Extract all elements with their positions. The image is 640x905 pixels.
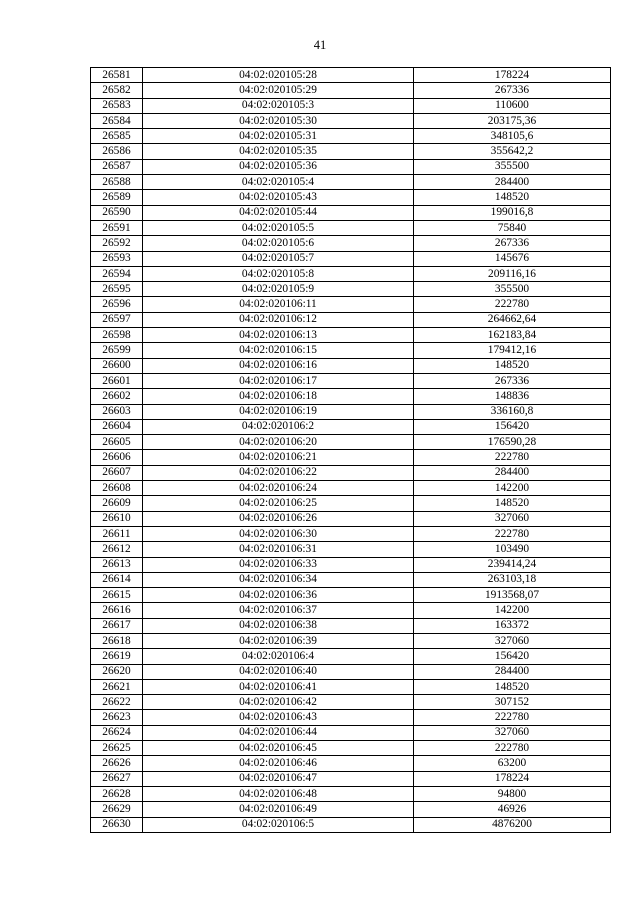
table-row [91, 251, 611, 266]
row-number-cell: 26615 [91, 588, 143, 603]
row-number-cell: 26624 [91, 725, 143, 740]
row-number-cell: 26604 [91, 419, 143, 434]
table-body [91, 68, 611, 833]
row-number-cell: 26588 [91, 175, 143, 190]
table-row [91, 435, 611, 450]
value-cell: 156420 [414, 649, 611, 664]
table-row [91, 710, 611, 725]
cadastral-number-cell: 04:02:020106:30 [143, 526, 414, 541]
table-row [91, 159, 611, 174]
cadastral-number-cell: 04:02:020106:5 [143, 817, 414, 832]
row-number-cell: 26591 [91, 220, 143, 235]
value-cell: 75840 [414, 220, 611, 235]
value-cell: 63200 [414, 756, 611, 771]
value-cell: 94800 [414, 786, 611, 801]
row-number-cell: 26602 [91, 389, 143, 404]
value-cell: 239414,24 [414, 557, 611, 572]
value-cell: 327060 [414, 511, 611, 526]
table-row [91, 633, 611, 648]
cadastral-number-cell: 04:02:020106:13 [143, 328, 414, 343]
cadastral-number-cell: 04:02:020105:30 [143, 113, 414, 128]
value-cell: 267336 [414, 83, 611, 98]
table-row [91, 786, 611, 801]
cadastral-number-cell: 04:02:020106:21 [143, 450, 414, 465]
value-cell: 222780 [414, 450, 611, 465]
cadastral-number-cell: 04:02:020106:46 [143, 756, 414, 771]
row-number-cell: 26620 [91, 664, 143, 679]
table-row [91, 511, 611, 526]
row-number-cell: 26592 [91, 236, 143, 251]
row-number-cell: 26618 [91, 633, 143, 648]
cadastral-number-cell: 04:02:020106:4 [143, 649, 414, 664]
row-number-cell: 26628 [91, 786, 143, 801]
cadastral-number-cell: 04:02:020106:37 [143, 603, 414, 618]
row-number-cell: 26625 [91, 741, 143, 756]
table-row [91, 373, 611, 388]
cadastral-number-cell: 04:02:020106:34 [143, 572, 414, 587]
table-row [91, 266, 611, 281]
row-number-cell: 26583 [91, 98, 143, 113]
table-row [91, 83, 611, 98]
table-row [91, 68, 611, 83]
row-number-cell: 26590 [91, 205, 143, 220]
row-number-cell: 26586 [91, 144, 143, 159]
cadastral-number-cell: 04:02:020106:39 [143, 633, 414, 648]
value-cell: 148520 [414, 679, 611, 694]
row-number-cell: 26630 [91, 817, 143, 832]
value-cell: 148836 [414, 389, 611, 404]
value-cell: 176590,28 [414, 435, 611, 450]
cadastral-number-cell: 04:02:020106:19 [143, 404, 414, 419]
cadastral-number-cell: 04:02:020106:18 [143, 389, 414, 404]
cadastral-number-cell: 04:02:020105:43 [143, 190, 414, 205]
cadastral-number-cell: 04:02:020106:42 [143, 695, 414, 710]
cadastral-number-cell: 04:02:020106:15 [143, 343, 414, 358]
value-cell: 355500 [414, 282, 611, 297]
row-number-cell: 26607 [91, 465, 143, 480]
row-number-cell: 26596 [91, 297, 143, 312]
row-number-cell: 26585 [91, 129, 143, 144]
row-number-cell: 26581 [91, 68, 143, 83]
row-number-cell: 26603 [91, 404, 143, 419]
table-row [91, 343, 611, 358]
value-cell: 222780 [414, 741, 611, 756]
cadastral-number-cell: 04:02:020106:47 [143, 771, 414, 786]
cadastral-number-cell: 04:02:020105:31 [143, 129, 414, 144]
cadastral-number-cell: 04:02:020106:31 [143, 542, 414, 557]
row-number-cell: 26611 [91, 526, 143, 541]
table-row [91, 542, 611, 557]
table-row [91, 465, 611, 480]
value-cell: 142200 [414, 481, 611, 496]
cadastral-number-cell: 04:02:020106:26 [143, 511, 414, 526]
table-row [91, 236, 611, 251]
value-cell: 103490 [414, 542, 611, 557]
value-cell: 264662,64 [414, 312, 611, 327]
table-row [91, 312, 611, 327]
value-cell: 284400 [414, 465, 611, 480]
value-cell: 222780 [414, 297, 611, 312]
row-number-cell: 26589 [91, 190, 143, 205]
value-cell: 209116,16 [414, 266, 611, 281]
cadastral-number-cell: 04:02:020106:12 [143, 312, 414, 327]
row-number-cell: 26613 [91, 557, 143, 572]
table-row [91, 572, 611, 587]
table-row [91, 113, 611, 128]
row-number-cell: 26609 [91, 496, 143, 511]
cadastral-number-cell: 04:02:020106:17 [143, 373, 414, 388]
table-row [91, 144, 611, 159]
cadastral-number-cell: 04:02:020105:8 [143, 266, 414, 281]
value-cell: 199016,8 [414, 205, 611, 220]
table-row [91, 98, 611, 113]
value-cell: 179412,16 [414, 343, 611, 358]
row-number-cell: 26595 [91, 282, 143, 297]
row-number-cell: 26627 [91, 771, 143, 786]
row-number-cell: 26599 [91, 343, 143, 358]
cadastral-number-cell: 04:02:020106:2 [143, 419, 414, 434]
value-cell: 327060 [414, 725, 611, 740]
value-cell: 162183,84 [414, 328, 611, 343]
value-cell: 355642,2 [414, 144, 611, 159]
value-cell: 145676 [414, 251, 611, 266]
cadastral-number-cell: 04:02:020106:22 [143, 465, 414, 480]
table-row [91, 618, 611, 633]
cadastral-number-cell: 04:02:020106:44 [143, 725, 414, 740]
table-row [91, 664, 611, 679]
table-row [91, 358, 611, 373]
table-row [91, 496, 611, 511]
cadastral-number-cell: 04:02:020105:7 [143, 251, 414, 266]
row-number-cell: 26614 [91, 572, 143, 587]
table-row [91, 205, 611, 220]
table-row [91, 526, 611, 541]
cadastral-number-cell: 04:02:020106:24 [143, 481, 414, 496]
value-cell: 348105,6 [414, 129, 611, 144]
row-number-cell: 26626 [91, 756, 143, 771]
table-row [91, 817, 611, 832]
value-cell: 263103,18 [414, 572, 611, 587]
table-row [91, 725, 611, 740]
table-row [91, 190, 611, 205]
row-number-cell: 26608 [91, 481, 143, 496]
value-cell: 203175,36 [414, 113, 611, 128]
value-cell: 284400 [414, 175, 611, 190]
row-number-cell: 26587 [91, 159, 143, 174]
table-row [91, 557, 611, 572]
table-row [91, 603, 611, 618]
value-cell: 148520 [414, 358, 611, 373]
row-number-cell: 26601 [91, 373, 143, 388]
value-cell: 355500 [414, 159, 611, 174]
row-number-cell: 26622 [91, 695, 143, 710]
table-row [91, 220, 611, 235]
cadastral-number-cell: 04:02:020106:43 [143, 710, 414, 725]
cadastral-number-cell: 04:02:020106:45 [143, 741, 414, 756]
cadastral-value-table [90, 67, 611, 833]
value-cell: 222780 [414, 710, 611, 725]
row-number-cell: 26598 [91, 328, 143, 343]
value-cell: 178224 [414, 68, 611, 83]
table-row [91, 175, 611, 190]
value-cell: 110600 [414, 98, 611, 113]
value-cell: 46926 [414, 802, 611, 817]
cadastral-number-cell: 04:02:020106:49 [143, 802, 414, 817]
table-row [91, 282, 611, 297]
value-cell: 142200 [414, 603, 611, 618]
value-cell: 148520 [414, 496, 611, 511]
value-cell: 1913568,07 [414, 588, 611, 603]
cadastral-number-cell: 04:02:020105:3 [143, 98, 414, 113]
value-cell: 156420 [414, 419, 611, 434]
table-row [91, 404, 611, 419]
page-number: 41 [313, 38, 327, 52]
cadastral-number-cell: 04:02:020106:41 [143, 679, 414, 694]
value-cell: 307152 [414, 695, 611, 710]
value-cell: 178224 [414, 771, 611, 786]
row-number-cell: 26594 [91, 266, 143, 281]
row-number-cell: 26584 [91, 113, 143, 128]
cadastral-number-cell: 04:02:020106:16 [143, 358, 414, 373]
row-number-cell: 26606 [91, 450, 143, 465]
row-number-cell: 26612 [91, 542, 143, 557]
table-row [91, 756, 611, 771]
table-row [91, 389, 611, 404]
row-number-cell: 26617 [91, 618, 143, 633]
value-cell: 336160,8 [414, 404, 611, 419]
cadastral-number-cell: 04:02:020106:33 [143, 557, 414, 572]
table-row [91, 741, 611, 756]
row-number-cell: 26597 [91, 312, 143, 327]
table-row [91, 297, 611, 312]
cadastral-number-cell: 04:02:020106:25 [143, 496, 414, 511]
cadastral-number-cell: 04:02:020105:36 [143, 159, 414, 174]
table-row [91, 450, 611, 465]
cadastral-number-cell: 04:02:020106:11 [143, 297, 414, 312]
cadastral-number-cell: 04:02:020105:5 [143, 220, 414, 235]
value-cell: 148520 [414, 190, 611, 205]
row-number-cell: 26623 [91, 710, 143, 725]
value-cell: 267336 [414, 373, 611, 388]
cadastral-number-cell: 04:02:020105:28 [143, 68, 414, 83]
row-number-cell: 26629 [91, 802, 143, 817]
table-row [91, 129, 611, 144]
cadastral-number-cell: 04:02:020105:44 [143, 205, 414, 220]
row-number-cell: 26582 [91, 83, 143, 98]
cadastral-number-cell: 04:02:020106:36 [143, 588, 414, 603]
table-row [91, 679, 611, 694]
table-row [91, 695, 611, 710]
cadastral-number-cell: 04:02:020106:38 [143, 618, 414, 633]
table-row [91, 481, 611, 496]
cadastral-number-cell: 04:02:020106:48 [143, 786, 414, 801]
row-number-cell: 26616 [91, 603, 143, 618]
value-cell: 267336 [414, 236, 611, 251]
row-number-cell: 26593 [91, 251, 143, 266]
cadastral-number-cell: 04:02:020105:35 [143, 144, 414, 159]
cadastral-number-cell: 04:02:020105:29 [143, 83, 414, 98]
value-cell: 327060 [414, 633, 611, 648]
table-row [91, 328, 611, 343]
row-number-cell: 26600 [91, 358, 143, 373]
cadastral-number-cell: 04:02:020106:40 [143, 664, 414, 679]
row-number-cell: 26619 [91, 649, 143, 664]
row-number-cell: 26610 [91, 511, 143, 526]
row-number-cell: 26621 [91, 679, 143, 694]
table-row [91, 771, 611, 786]
row-number-cell: 26605 [91, 435, 143, 450]
cadastral-number-cell: 04:02:020105:9 [143, 282, 414, 297]
value-cell: 222780 [414, 526, 611, 541]
cadastral-number-cell: 04:02:020106:20 [143, 435, 414, 450]
value-cell: 163372 [414, 618, 611, 633]
table-row [91, 649, 611, 664]
table-row [91, 419, 611, 434]
cadastral-number-cell: 04:02:020105:6 [143, 236, 414, 251]
value-cell: 4876200 [414, 817, 611, 832]
cadastral-number-cell: 04:02:020105:4 [143, 175, 414, 190]
table-row [91, 588, 611, 603]
table-row [91, 802, 611, 817]
value-cell: 284400 [414, 664, 611, 679]
